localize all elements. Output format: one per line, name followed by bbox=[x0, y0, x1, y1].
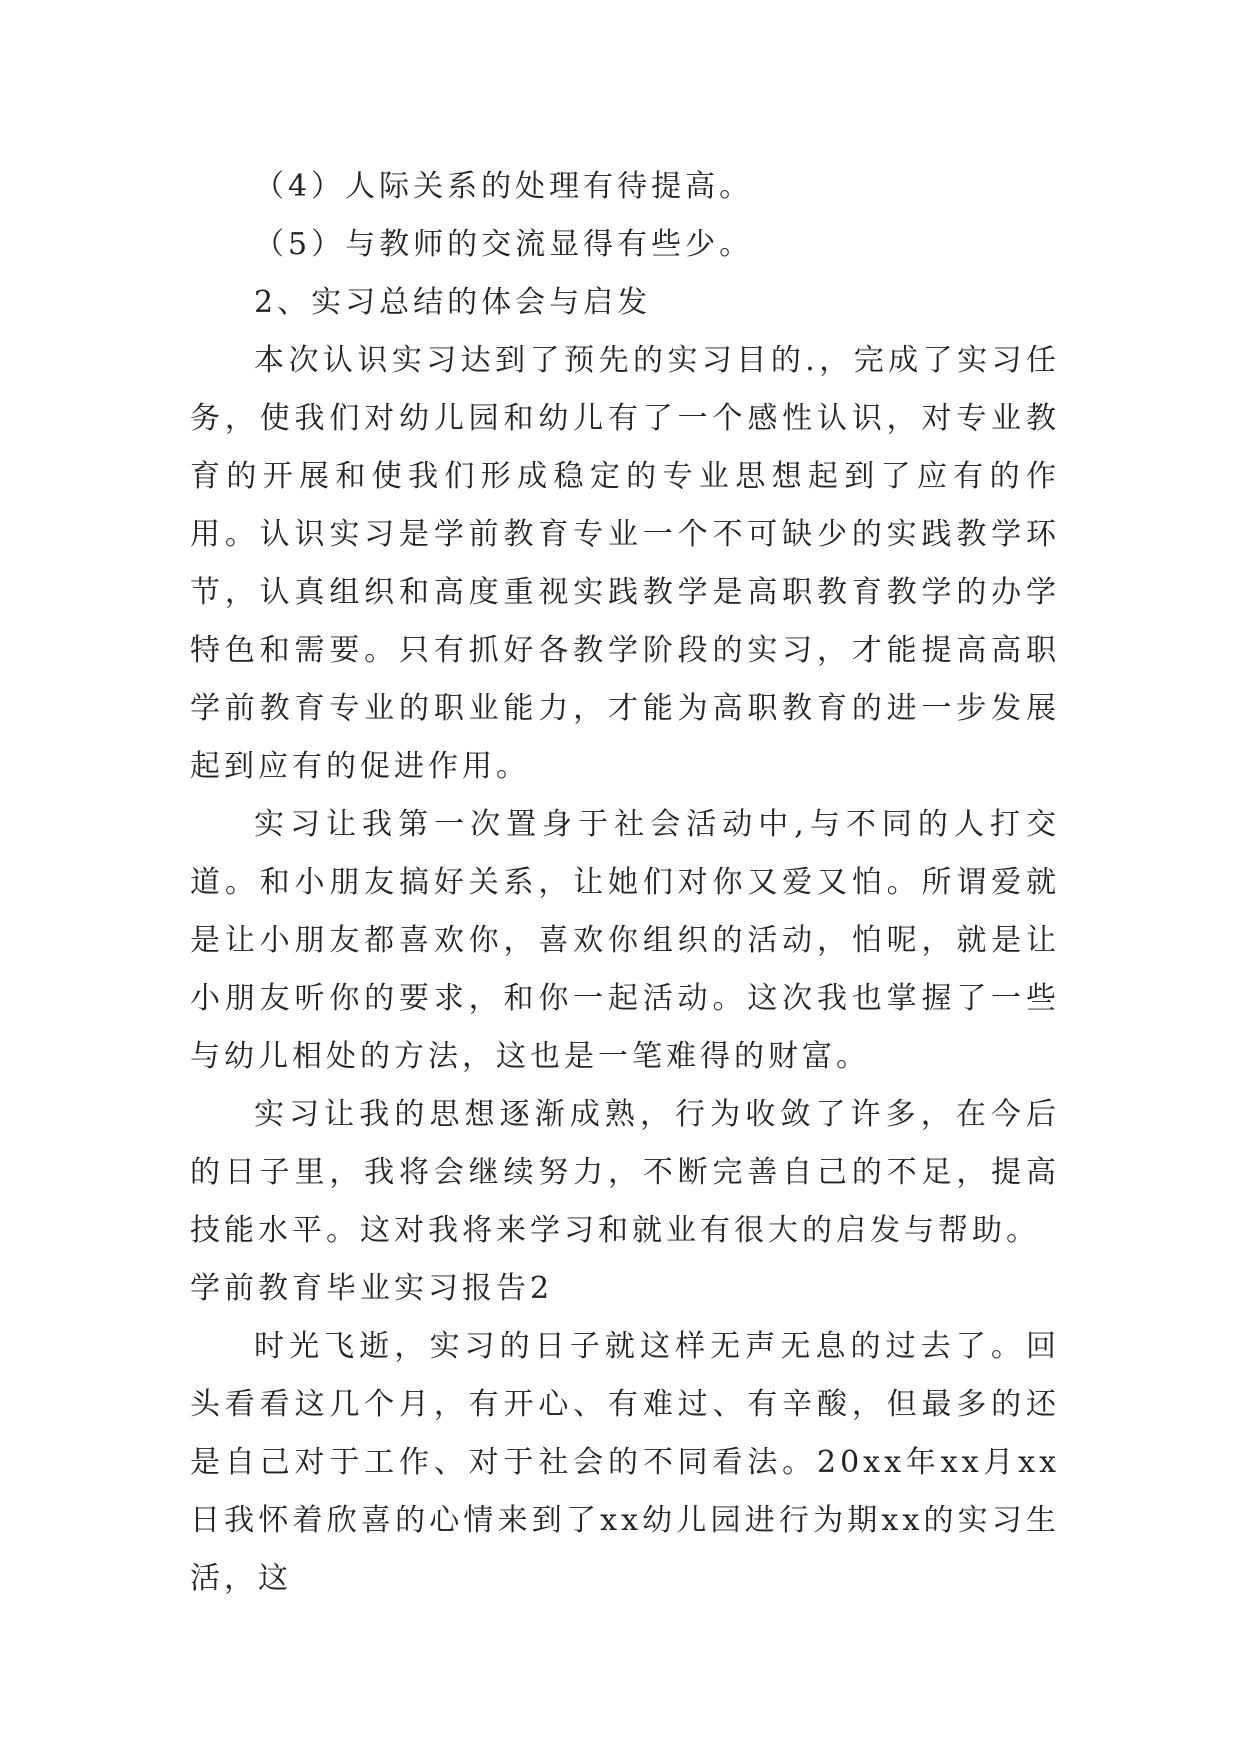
list-item-5: （5）与教师的交流显得有些少。 bbox=[254, 227, 754, 262]
body-paragraph: 实习让我的思想逐渐成熟，行为收敛了许多，在今后的日子里，我将会继续努力，不断完善自己的不足，提高技能水平。这对我将来学习和就业有很大的启发与帮助。 bbox=[190, 1097, 1060, 1248]
body-paragraph: 实习让我第一次置身于社会活动中,与不同的人打交道。和小朋友搞好关系，让她们对你又爱又怕。所谓爱就是让小朋友都喜欢你，喜欢你组织的活动，怕呢，就是让小朋友听你的要求，和你一起活动。这次我也掌握了一些与幼儿相处的方法，这也是一笔难得的财富。 bbox=[190, 807, 1060, 1074]
list-item-4: （4）人际关系的处理有待提高。 bbox=[254, 169, 754, 204]
report-title: 学前教育毕业实习报告2 bbox=[190, 1271, 554, 1306]
body-paragraph: 本次认识实习达到了预先的实习目的.，完成了实习任务，使我们对幼儿园和幼儿有了一个感性认识，对专业教育的开展和使我们形成稳定的专业思想起到了应有的作用。认识实习是学前教育专业一个不可缺少的实践教学环节，认真组织和高度重视实践教学是高职教育教学的办学特色和需要。只有抓好各教学阶段的实习，才能提高高职学前教育专业的职业能力，才能为高职教育的进一步发展起到应有的促进作用。 bbox=[190, 343, 1060, 784]
body-paragraph: 时光飞逝，实习的日子就这样无声无息的过去了。回头看看这几个月，有开心、有难过、有辛酸，但最多的还是自己对于工作、对于社会的不同看法。20xx年xx月xx日我怀着欣喜的心情来到了xx幼儿园进行为期xx的实习生活，这 bbox=[190, 1329, 1060, 1596]
document-body bbox=[190, 158, 1060, 1608]
section-heading: 2、实习总结的体会与启发 bbox=[254, 285, 652, 320]
